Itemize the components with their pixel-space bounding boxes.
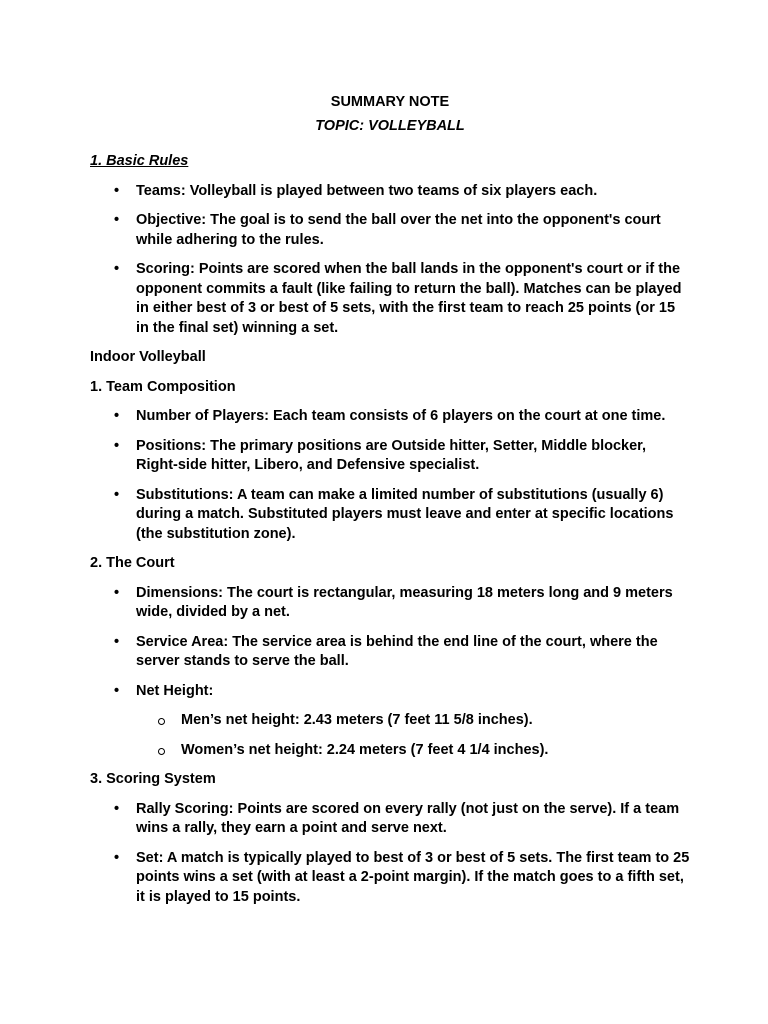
bullet-icon: • <box>114 437 120 454</box>
bullet-icon: • <box>114 633 120 650</box>
sub-list-item-text: Men’s net height: 2.43 meters (7 feet 11 5/8 inches). <box>181 712 533 728</box>
list-item <box>90 182 690 202</box>
list-item-text: Teams: Volleyball is played between two teams of six players each. <box>136 182 598 199</box>
list-item-text: Positions: The primary positions are Outside hitter, Setter, Middle blocker, Right-side hitter, Libero, and Defensive specialist. <box>136 437 647 473</box>
section-heading-indoor-volleyball: Indoor Volleyball <box>90 349 206 365</box>
list-item <box>90 682 690 761</box>
document-subtitle: TOPIC: VOLLEYBALL <box>315 117 465 134</box>
section-heading-basic-rules: 1. Basic Rules <box>90 153 189 169</box>
net-height-sublist <box>136 711 690 760</box>
court-list <box>90 584 690 761</box>
list-item <box>90 800 690 839</box>
sub-list-item-text: Women’s net height: 2.24 meters (7 feet 4 1/4 inches). <box>181 741 549 758</box>
list-item <box>90 486 690 545</box>
bullet-icon: • <box>114 261 120 277</box>
bullet-icon: • <box>114 682 120 699</box>
bullet-icon: • <box>114 212 120 228</box>
section-heading-court: 2. The Court <box>90 555 175 571</box>
document-title: SUMMARY NOTE <box>330 94 450 110</box>
list-item-text: Rally Scoring: Points are scored on every rally (not just on the serve). If a team wins a rally, they earn a point and serve next. <box>136 800 680 836</box>
bullet-icon: • <box>114 182 120 199</box>
bullet-icon: • <box>114 800 120 817</box>
section-heading-team-composition: 1. Team Composition <box>90 378 236 395</box>
list-item-text: Substitutions: A team can make a limited number of substitutions (usually 6) during a match. Substituted players must leave and enter at specific locations (the substitution zone). <box>136 486 674 542</box>
list-item <box>90 407 690 427</box>
list-item <box>90 211 690 250</box>
bullet-icon: • <box>114 408 120 424</box>
team-composition-list <box>90 407 690 544</box>
list-item <box>90 437 690 476</box>
document-body <box>90 93 690 917</box>
list-item-text: Scoring: Points are scored when the ball lands in the opponent's court or if the opponent commits a fault (like failing to return the ball). Matches can be played in either best of 3 or best of 5 sets, with the first team to reach 25 points (or 15 in the final set) winning a set. <box>136 261 682 336</box>
bullet-icon: • <box>114 849 120 866</box>
list-item-text: Dimensions: The court is rectangular, measuring 18 meters long and 9 meters wide, divided by a net. <box>136 584 673 620</box>
sub-list-item <box>136 741 690 761</box>
list-item <box>90 260 690 338</box>
basic-rules-list <box>90 182 690 339</box>
list-item-text: Net Height: <box>136 682 214 699</box>
list-item-text: Service Area: The service area is behind the end line of the court, where the server stands to serve the ball. <box>136 633 658 669</box>
scoring-system-list <box>90 800 690 908</box>
sub-list-item <box>136 711 690 731</box>
list-item-text: Set: A match is typically played to best of 3 or best of 5 sets. The first team to 25 points wins a set (with at least a 2-point margin). If the match goes to a fifth set, it is played to 15 points. <box>136 849 690 905</box>
list-item-text: Number of Players: Each team consists of 6 players on the court at one time. <box>136 408 666 424</box>
list-item <box>90 584 690 623</box>
bullet-icon: • <box>114 486 120 503</box>
list-item <box>90 633 690 672</box>
hollow-circle-bullet-icon <box>158 748 165 755</box>
section-heading-scoring-system: 3. Scoring System <box>90 771 216 787</box>
list-item <box>90 849 690 908</box>
hollow-circle-bullet-icon <box>158 718 165 725</box>
list-item-text: Objective: The goal is to send the ball over the net into the opponent's court while adhering to the rules. <box>136 212 661 248</box>
bullet-icon: • <box>114 584 120 601</box>
